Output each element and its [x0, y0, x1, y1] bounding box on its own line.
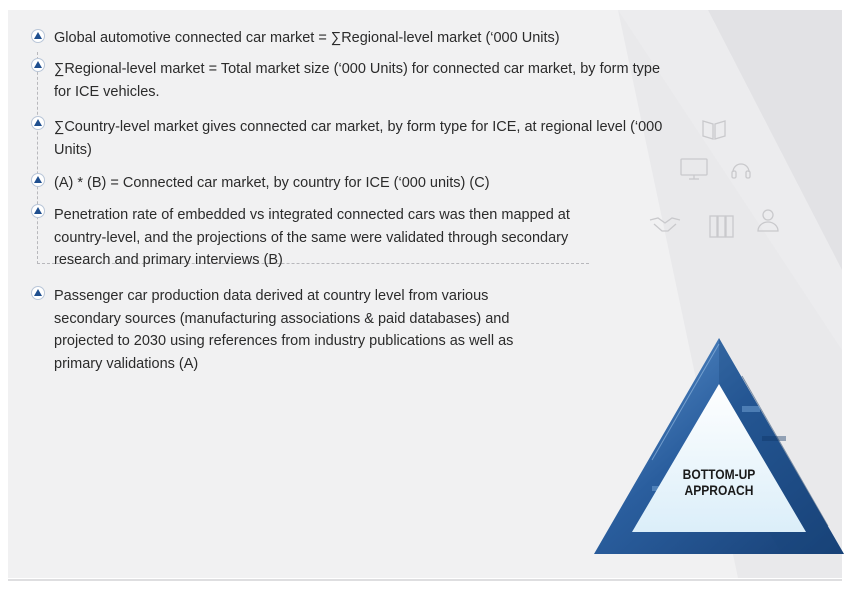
bullet-icon: [31, 204, 45, 218]
bullet-icon: [31, 286, 45, 300]
step-text: (A) * (B) = Connected car market, by country for ICE (‘000 units) (C): [54, 175, 490, 191]
approach-label: [610, 466, 828, 498]
approach-label-line1: BOTTOM-UP: [682, 466, 756, 482]
bottom-divider: [8, 579, 842, 581]
step-text: Global automotive connected car market = ∑Regional-level market (‘000 Units): [54, 30, 560, 46]
book-icon: [700, 116, 728, 142]
headset-icon: [729, 158, 753, 184]
bottom-up-triangle: [592, 336, 846, 558]
approach-label-line2: APPROACH: [684, 482, 754, 498]
bullet-icon: [31, 29, 45, 43]
bullet-icon: [31, 116, 45, 130]
step-text: Passenger car production data derived at country level from various secondary sources (manufacturing associations & paid databases) and projected to 2030 using references from industry publications as well as primary validations (A): [54, 288, 514, 372]
binders-icon: [707, 212, 737, 240]
step-text: Penetration rate of embedded vs integrated connected cars was then mapped at country-level, and the projections of the same were validated through secondary research and primary interviews (B): [54, 207, 570, 268]
bullet-icon: [31, 58, 45, 72]
monitor-icon: [678, 156, 710, 182]
connector-vertical: [37, 52, 38, 264]
person-icon: [755, 206, 781, 234]
bullet-icon: [31, 173, 45, 187]
step-text: ∑Regional-level market = Total market size (‘000 Units) for connected car market, by form type for ICE vehicles.: [54, 61, 661, 100]
handshake-icon: [648, 212, 682, 236]
step-text: ∑Country-level market gives connected car market, by form type for ICE, at regional level (‘000 Units): [54, 119, 663, 158]
